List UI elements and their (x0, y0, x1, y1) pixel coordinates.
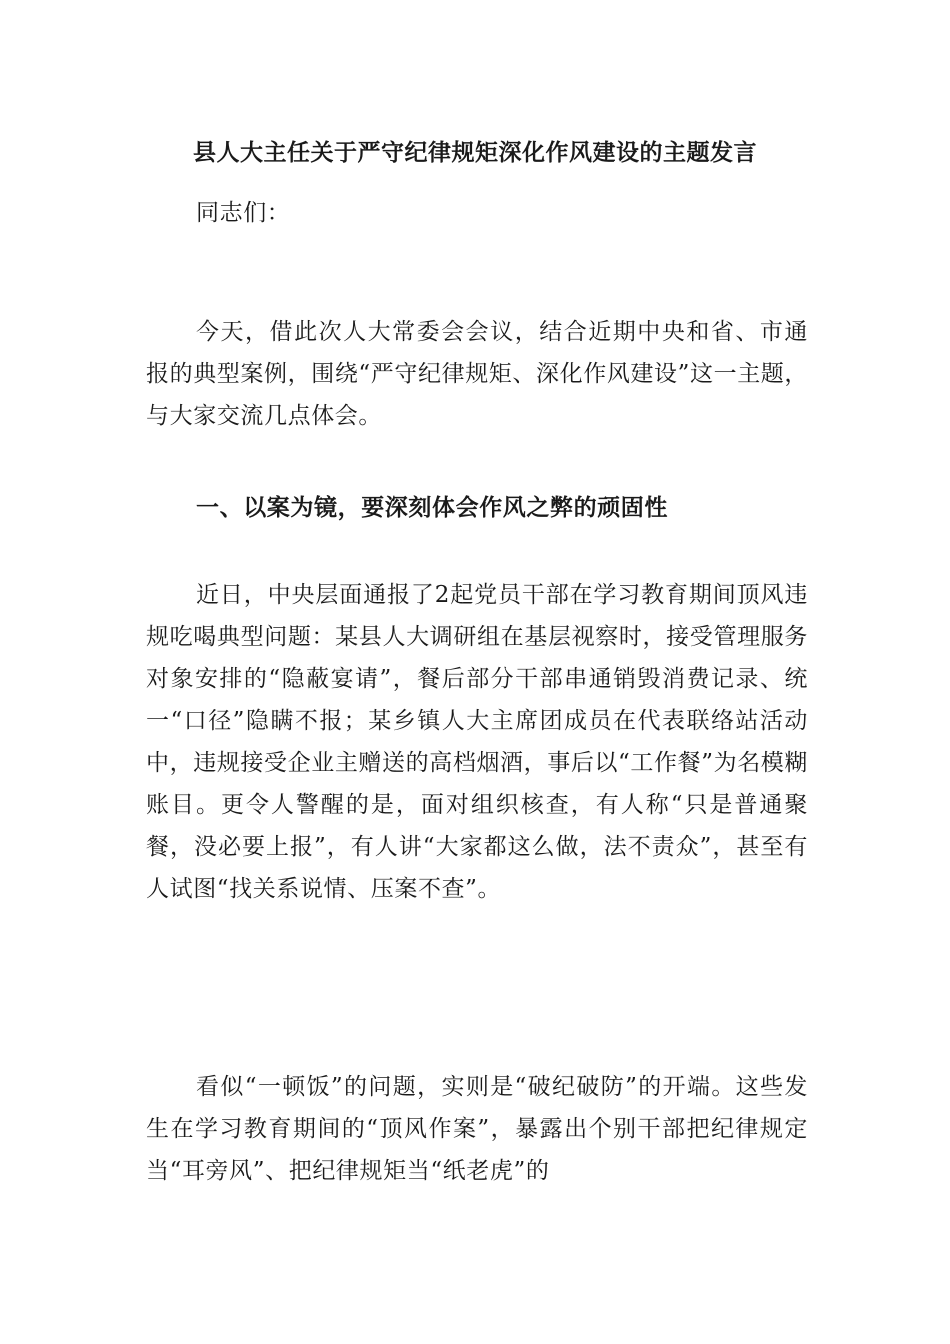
paragraph-intro: 今天，借此次人大常委会会议，结合近期中央和省、市通报的典型案例，围绕“严守纪律规矩、深化作风建设”这一主题，与大家交流几点体会。 (146, 319, 808, 429)
section-heading-1: 一、以案为镜，要深刻体会作风之弊的顽固性 (196, 494, 668, 521)
document-title: 县人大主任关于严守纪律规矩深化作风建设的主题发言 (193, 139, 757, 166)
greeting: 同志们： (196, 200, 291, 226)
paragraph-analysis: 看似“一顿饭”的问题，实则是“破纪破防”的开端。这些发生在学习教育期间的“顶风作案”，暴露出个别干部把纪律规定当“耳旁风”、把纪律规矩当“纸老虎”的 (146, 1074, 808, 1184)
paragraph-cases: 近日，中央层面通报了2起党员干部在学习教育期间顶风违规吃喝典型问题：某县人大调研组在基层视察时，接受管理服务对象安排的“隐蔽宴请”，餐后部分干部串通销毁消费记录、统一“口径”隐瞒不报；某乡镇人大主席团成员在代表联络站活动中，违规接受企业主赠送的高档烟酒，事后以“工作餐”为名模糊账目。更令人警醒的是，面对组织核查，有人称“只是普通聚餐，没必要上报”，有人讲“大家都这么做，法不责众”，甚至有人试图“找关系说情、压案不查”。 (146, 582, 808, 902)
